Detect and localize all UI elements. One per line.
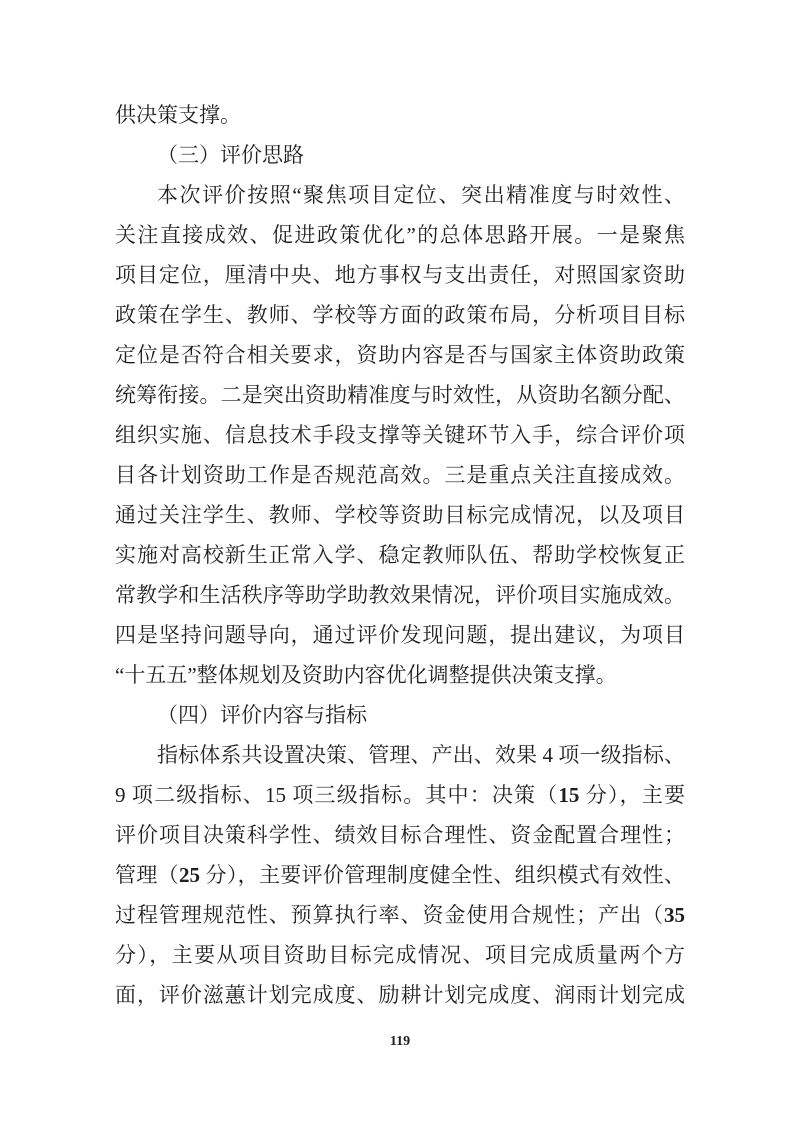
- para-3-line: 组织实施、信息技术手段支撑等关键环节入手，综合评价项: [115, 423, 685, 447]
- para-3-line: 关注直接成效、促进政策优化”的总体思路开展。一是聚焦: [115, 223, 685, 247]
- text-segment: 过程管理规范性、预算执行率、资金使用合规性；产出（: [115, 903, 664, 927]
- text-segment: 分），主要: [579, 783, 686, 807]
- para-3-line: 政策在学生、教师、学校等方面的政策布局，分析项目目标: [115, 303, 685, 327]
- para-3-line: 常教学和生活秩序等助学助教效果情况，评价项目实施成效。: [115, 583, 685, 607]
- section-3-heading: （三）评价思路: [157, 143, 304, 167]
- para-4-line: 面，评价滋蕙计划完成度、励耕计划完成度、润雨计划完成: [115, 983, 685, 1007]
- section-4-heading: （四）评价内容与指标: [157, 703, 367, 727]
- para-3-line: 目各计划资助工作是否规范高效。三是重点关注直接成效。: [115, 463, 685, 487]
- para-3-line: 通过关注学生、教师、学校等资助目标完成情况，以及项目: [115, 503, 685, 527]
- text-segment: 管理（: [115, 863, 179, 887]
- page-body: [115, 95, 685, 1015]
- para-4-line: [115, 775, 685, 815]
- para-4-line: 评价项目决策科学性、绩效目标合理性、资金配置合理性；: [115, 823, 685, 847]
- text-segment: 9 项二级指标、15 项三级指标。其中：决策（: [115, 783, 559, 807]
- para-3-line: 本次评价按照“聚焦项目定位、突出精准度与时效性、: [157, 183, 685, 207]
- continuation-line: 供决策支撑。: [115, 103, 241, 127]
- para-3-line: “十五五”整体规划及资助内容优化调整提供决策支撑。: [115, 663, 617, 687]
- page-number: 119: [389, 1034, 411, 1049]
- para-3-line: 四是坚持问题导向，通过评价发现问题，提出建议，为项目: [115, 623, 685, 647]
- text-segment: 分），主要评价管理制度健全性、组织模式有效性、: [199, 863, 685, 887]
- para-3-line: 定位是否符合相关要求，资助内容是否与国家主体资助政策: [115, 343, 685, 367]
- para-4-line: [115, 895, 685, 935]
- para-3-line: 统筹衔接。二是突出资助精准度与时效性，从资助名额分配、: [115, 383, 685, 407]
- score-value: 15: [558, 783, 580, 807]
- para-4-line: 指标体系共设置决策、管理、产出、效果 4 项一级指标、: [157, 743, 685, 767]
- score-value: 25: [178, 863, 200, 887]
- para-3-line: 项目定位，厘清中央、地方事权与支出责任，对照国家资助: [115, 263, 685, 287]
- para-4-line: [115, 855, 685, 895]
- score-value: 35: [664, 903, 685, 927]
- para-3-line: 实施对高校新生正常入学、稳定教师队伍、帮助学校恢复正: [115, 543, 685, 567]
- para-4-line: 分），主要从项目资助目标完成情况、项目完成质量两个方: [115, 943, 685, 967]
